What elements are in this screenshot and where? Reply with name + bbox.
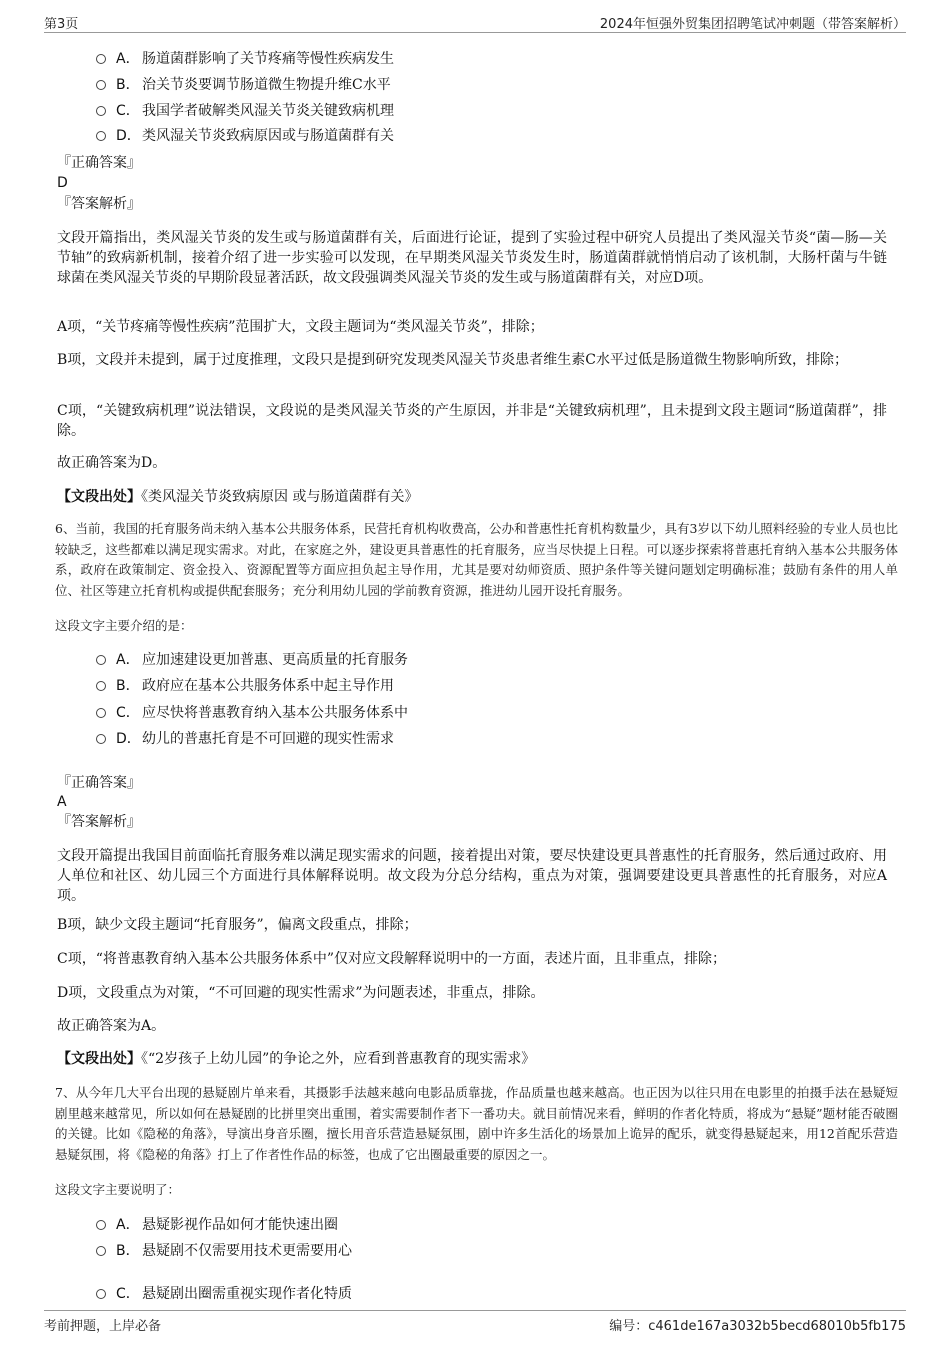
q5-option-a[interactable]: A． 肠道菌群影响了关节疼痛等慢性疾病发生 <box>96 49 394 69</box>
page-number: 第3页 <box>44 17 79 32</box>
q5-option-d[interactable]: D．类风湿关节炎致病原因或与肠道菌群有关 <box>96 126 394 146</box>
q5-analysis-b: B项，文段并未提到，属于过度推理，文段只是提到研究发现类风湿关节炎患者维生素C水平过低是肠道微生物影响所致，排除； <box>57 352 848 368</box>
q6-option-c[interactable]: C． 应尽快将普惠教育纳入基本公共服务体系中 <box>96 703 408 723</box>
q6-analysis-b: B项，缺少文段主题词“托育服务”，偏离文段重点，排除； <box>57 917 418 933</box>
q6-answer: A <box>57 794 67 810</box>
q5-source: 【文段出处】《类风湿关节炎致病原因 或与肠道菌群有关》 <box>57 489 419 505</box>
radio-icon[interactable] <box>96 54 106 64</box>
radio-icon[interactable] <box>96 655 106 665</box>
q7-prompt: 这段文字主要说明了： <box>55 1182 181 1197</box>
q5-option-b[interactable]: B． 治关节炎要调节肠道微生物提升维C水平 <box>96 75 391 95</box>
q6-option-a[interactable]: A． 应加速建设更加普惠、更高质量的托育服务 <box>96 650 408 670</box>
q6-analysis-c: C项，“将普惠教育纳入基本公共服务体系中”仅对应文段解释说明中的一方面，表述片面，且非重点，排除； <box>57 951 727 967</box>
radio-icon[interactable] <box>96 708 106 718</box>
q7-option-c[interactable]: C． 悬疑剧出圈需重视实现作者化特质 <box>96 1284 352 1304</box>
q7-option-a[interactable]: A． 悬疑影视作品如何才能快速出圈 <box>96 1215 338 1235</box>
q5-analysis-label: 『答案解析』 <box>57 196 141 212</box>
q7-question-text: 7、从今年几大平台出现的悬疑剧片单来看，其摄影手法越来越向电影品质靠拢，作品质量也越来越高。也正因为以往只用在电影里的拍摄手法在悬疑短剧里越来越常见，所以如何在悬疑剧的比拼里突出重围，着实需要制作者下一番功夫。就目前情况来看，鲜明的作者化特质，将成为“悬疑”题材能否破圈的关键。比如《隐秘的角落》，导演出身音乐圈，擅长用音乐营造悬疑氛围，剧中许多生活化的场景加上诡异的配乐，就变得悬疑起来，用12首配乐营造悬疑氛围，将《隐秘的角落》打上了作者性作品的标签，也成了它出圈最重要的原因之一。 <box>55 1085 898 1162</box>
page-footer <box>44 1310 906 1335</box>
document-code: 编号：c461de167a3032b5becd68010b5fb175 <box>609 1319 906 1334</box>
q5-analysis-conclusion: 故正确答案为D。 <box>57 455 167 471</box>
radio-icon[interactable] <box>96 80 106 90</box>
q5-answer: D <box>57 175 68 191</box>
radio-icon[interactable] <box>96 1289 106 1299</box>
footer-slogan: 考前押题，上岸必备 <box>44 1319 162 1334</box>
radio-icon[interactable] <box>96 681 106 691</box>
q7-option-b[interactable]: B． 悬疑剧不仅需要用技术更需要用心 <box>96 1241 352 1261</box>
radio-icon[interactable] <box>96 1246 106 1256</box>
q6-option-d[interactable]: D．幼儿的普惠托育是不可回避的现实性需求 <box>96 729 394 749</box>
radio-icon[interactable] <box>96 131 106 141</box>
q5-analysis-a: A项，“关节疼痛等慢性疾病”范围扩大，文段主题词为“类风湿关节炎”，排除； <box>57 319 544 335</box>
q6-source: 【文段出处】《“2岁孩子上幼儿园”的争论之外，应看到普惠教育的现实需求》 <box>57 1051 536 1067</box>
page-header <box>44 10 906 33</box>
q6-analysis-d: D项，文段重点为对策，“不可回避的现实性需求”为问题表述，非重点，排除。 <box>57 985 545 1001</box>
q5-option-c[interactable]: C． 我国学者破解类风湿关节炎关键致病机理 <box>96 101 394 121</box>
q6-option-b[interactable]: B． 政府应在基本公共服务体系中起主导作用 <box>96 676 394 696</box>
q6-analysis-label: 『答案解析』 <box>57 814 141 830</box>
q6-analysis-conclusion: 故正确答案为A。 <box>57 1018 166 1034</box>
document-title: 2024年恒强外贸集团招聘笔试冲刺题（带答案解析） <box>599 17 906 32</box>
q5-analysis-main: 文段开篇指出，类风湿关节炎的发生或与肠道菌群有关，后面进行论证，提到了实验过程中研究人员提出了类风湿关节炎“菌—肠—关节轴”的致病新机制，接着介绍了进一步实验可以发现，在早期类风湿关节炎发生时，肠道菌群就悄悄启动了该机制，大肠杆菌与牛链球菌在类风湿关节炎的早期阶段显著活跃，故文段强调类风湿关节炎的发生或与肠道菌群有关，对应D项。 <box>57 230 887 286</box>
radio-icon[interactable] <box>96 1220 106 1230</box>
q5-answer-label: 『正确答案』 <box>57 155 141 171</box>
q6-prompt: 这段文字主要介绍的是： <box>55 618 193 633</box>
q6-question-text: 6、当前，我国的托育服务尚未纳入基本公共服务体系，民营托育机构收费高，公办和普惠性托育机构数量少，具有3岁以下幼儿照料经验的专业人员也比较缺乏，这些都难以满足现实需求。对此，在家庭之外，建设更具普惠性的托育服务，应当尽快提上日程。可以逐步探索将普惠托育纳入基本公共服务体系，政府在政策制定、资金投入、资源配置等方面应担负起主导作用，尤其是要对幼师资质、照护条件等关键问题划定明确标准；鼓励有条件的用人单位、社区等建立托育机构或提供配套服务；充分利用幼儿园的学前教育资源，推进幼儿园开设托育服务。 <box>55 521 898 598</box>
q6-analysis-main: 文段开篇提出我国目前面临托育服务难以满足现实需求的问题，接着提出对策，要尽快建设更具普惠性的托育服务，然后通过政府、用人单位和社区、幼儿园三个方面进行具体解释说明。故文段为分总分结构，重点为对策，强调要建设更具普惠性的托育服务，对应A项。 <box>57 848 887 904</box>
q5-analysis-c: C项，“关键致病机理”说法错误，文段说的是类风湿关节炎的产生原因，并非是“关键致病机理”，且未提到文段主题词“肠道菌群”，排除。 <box>57 403 887 439</box>
q6-answer-label: 『正确答案』 <box>57 775 141 791</box>
radio-icon[interactable] <box>96 734 106 744</box>
radio-icon[interactable] <box>96 106 106 116</box>
